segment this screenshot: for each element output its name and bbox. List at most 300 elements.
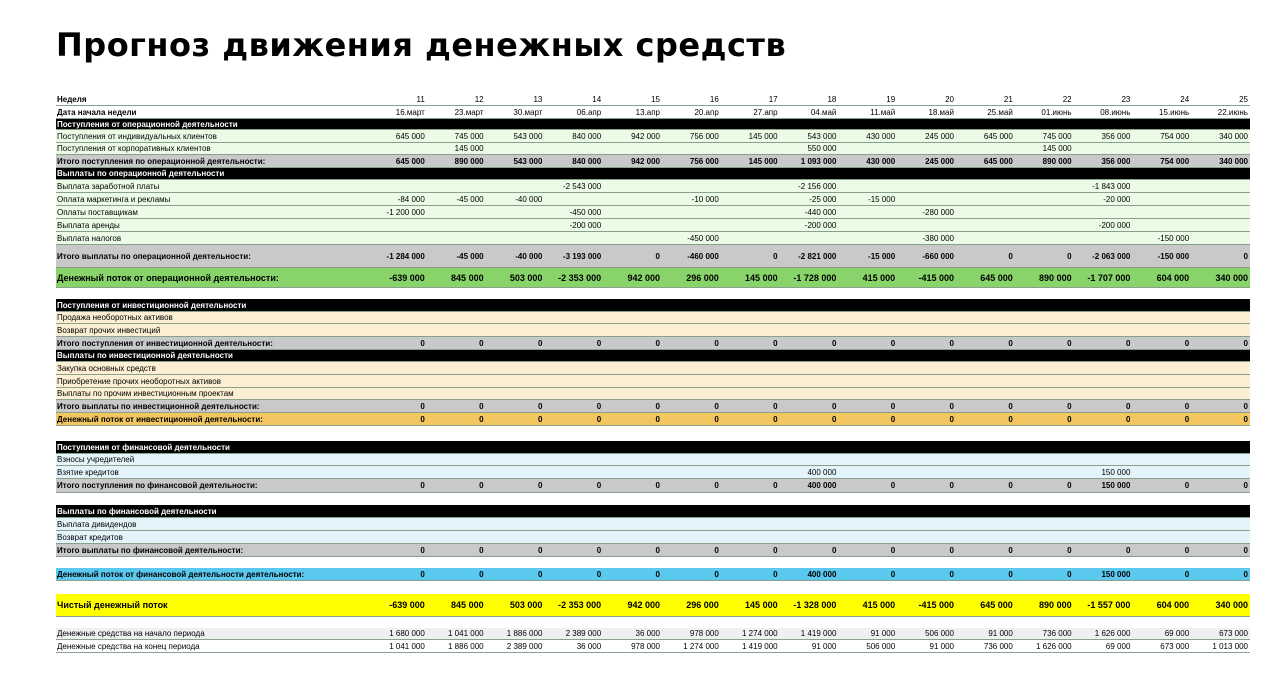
value-cell: 356 000 bbox=[1101, 131, 1131, 141]
row-label: Взносы учредителей bbox=[57, 455, 135, 464]
value-cell bbox=[1015, 219, 1074, 231]
row-label: Возврат кредитов bbox=[57, 532, 123, 542]
value-cell: 0 bbox=[714, 414, 719, 424]
value-cell: 754 000 bbox=[1160, 131, 1190, 141]
value-cell: 91 000 bbox=[929, 641, 954, 651]
table-row bbox=[56, 245, 1250, 268]
value-cell: 0 bbox=[773, 251, 778, 261]
value-cell: 0 bbox=[1243, 414, 1248, 424]
value-cell: 1 886 000 bbox=[506, 629, 543, 638]
week-date-cell: 13.апр bbox=[635, 107, 660, 117]
week-number-cell: 16 bbox=[709, 95, 719, 104]
value-cell: 0 bbox=[537, 401, 543, 411]
week-date-cell: 23.март bbox=[454, 107, 484, 117]
week-date-cell: 30.март bbox=[513, 107, 543, 117]
value-cell: -450 000 bbox=[569, 207, 602, 217]
table-row bbox=[56, 337, 1250, 350]
spacer-row bbox=[56, 493, 1250, 505]
value-cell: 0 bbox=[773, 545, 778, 555]
value-cell: -1 843 000 bbox=[1092, 181, 1131, 191]
value-cell: 503 000 bbox=[509, 600, 543, 610]
value-cell: 0 bbox=[655, 338, 660, 348]
table-row bbox=[56, 594, 1250, 617]
value-cell: -1 328 000 bbox=[793, 600, 837, 610]
value-cell: 0 bbox=[714, 569, 719, 579]
value-cell bbox=[662, 143, 721, 154]
value-cell: 543 000 bbox=[513, 131, 543, 141]
row-label: Итого выплаты по финансовой деятельности: bbox=[57, 545, 244, 555]
row-label: Возврат прочих инвестиций bbox=[57, 325, 161, 335]
value-cell: -3 193 000 bbox=[562, 251, 602, 261]
table-row bbox=[56, 375, 1250, 388]
row-label: Выплата налогов bbox=[57, 233, 122, 243]
value-cell bbox=[956, 143, 1015, 154]
value-cell: 942 000 bbox=[631, 156, 660, 166]
value-cell: 340 000 bbox=[1215, 272, 1248, 283]
value-cell bbox=[1074, 143, 1133, 154]
spacer-row bbox=[56, 617, 1250, 628]
value-cell: 145 000 bbox=[454, 144, 484, 153]
week-number-cell: 18 bbox=[827, 95, 837, 104]
value-cell: 645 000 bbox=[980, 272, 1013, 283]
week-number-cell: 14 bbox=[592, 95, 602, 104]
value-cell bbox=[897, 219, 956, 231]
value-cell: 0 bbox=[831, 414, 837, 424]
value-cell: 645 000 bbox=[395, 131, 425, 141]
value-cell: 0 bbox=[1067, 251, 1072, 261]
value-cell bbox=[1132, 180, 1191, 192]
week-date-row bbox=[56, 106, 1250, 119]
table-row bbox=[56, 206, 1250, 219]
table-row bbox=[56, 505, 1250, 518]
value-cell: 0 bbox=[714, 545, 719, 555]
value-cell: 0 bbox=[949, 481, 954, 490]
value-cell: 0 bbox=[420, 481, 425, 490]
week-number-cell: 19 bbox=[886, 95, 896, 104]
value-cell: -2 821 000 bbox=[798, 251, 837, 261]
value-cell: 1 013 000 bbox=[1212, 641, 1248, 651]
value-cell: 0 bbox=[890, 338, 896, 348]
value-cell bbox=[721, 206, 780, 218]
value-cell: 0 bbox=[1243, 545, 1248, 555]
value-cell bbox=[897, 193, 956, 205]
value-cell: 145 000 bbox=[745, 600, 778, 610]
row-label: Выплата дивидендов bbox=[57, 519, 137, 529]
row-label: Денежный поток от инвестиционной деятельности: bbox=[57, 414, 263, 424]
week-number-cell: 12 bbox=[474, 95, 484, 104]
value-cell: 91 000 bbox=[811, 641, 837, 651]
value-cell: 673 000 bbox=[1160, 641, 1190, 651]
row-label: Выплата аренды bbox=[57, 220, 120, 230]
value-cell bbox=[544, 193, 603, 205]
value-cell: 0 bbox=[773, 414, 778, 424]
cash-flow-table bbox=[56, 94, 1250, 653]
value-cell bbox=[486, 219, 545, 231]
value-cell: -639 000 bbox=[389, 272, 425, 283]
value-cell bbox=[1191, 193, 1250, 205]
week-number-cell: 22 bbox=[1062, 95, 1072, 104]
row-label: Денежный поток от операционной деятельности: bbox=[57, 272, 279, 283]
value-cell: -2 543 000 bbox=[562, 181, 602, 191]
value-cell: 745 000 bbox=[454, 131, 484, 141]
value-cell bbox=[1191, 143, 1250, 154]
value-cell: -40 000 bbox=[515, 194, 543, 204]
value-cell: 0 bbox=[714, 481, 719, 490]
value-cell: 340 000 bbox=[1215, 600, 1248, 610]
value-cell bbox=[603, 143, 662, 154]
value-cell: -2 353 000 bbox=[558, 272, 602, 283]
value-cell: 736 000 bbox=[983, 641, 1013, 651]
value-cell: 0 bbox=[1008, 481, 1013, 490]
week-date-cell: 06.апр bbox=[576, 107, 602, 117]
value-cell bbox=[838, 219, 897, 231]
value-cell: 0 bbox=[1243, 401, 1248, 411]
value-cell: 356 000 bbox=[1101, 156, 1131, 166]
value-cell bbox=[897, 143, 956, 154]
week-number-row bbox=[56, 94, 1250, 106]
value-cell bbox=[486, 232, 545, 244]
value-cell: 890 000 bbox=[1039, 600, 1072, 610]
value-cell bbox=[1132, 219, 1191, 231]
value-cell: 1 626 000 bbox=[1094, 629, 1131, 638]
row-label: Итого поступления по финансовой деятельности: bbox=[57, 481, 258, 490]
spacer-row bbox=[56, 426, 1250, 441]
value-cell: -45 000 bbox=[456, 251, 484, 261]
value-cell: 145 000 bbox=[748, 131, 778, 141]
value-cell bbox=[838, 206, 897, 218]
value-cell: 0 bbox=[655, 545, 660, 555]
value-cell bbox=[368, 180, 427, 192]
week-date-cell: 18.май bbox=[928, 107, 954, 117]
table-row bbox=[56, 130, 1250, 143]
week-date-cell: 27.апр bbox=[753, 107, 778, 117]
value-cell bbox=[956, 466, 1015, 478]
value-cell: -380 000 bbox=[922, 233, 954, 243]
value-cell bbox=[721, 466, 780, 478]
value-cell: 0 bbox=[596, 481, 602, 490]
value-cell: -40 000 bbox=[515, 251, 543, 261]
value-cell: 1 093 000 bbox=[800, 156, 837, 166]
row-label: Денежные средства на начало периода bbox=[57, 629, 205, 638]
table-row bbox=[56, 119, 1250, 130]
value-cell: -200 000 bbox=[1098, 220, 1131, 230]
value-cell: 340 000 bbox=[1219, 156, 1248, 166]
value-cell: 1 041 000 bbox=[389, 641, 425, 651]
row-label: Выплаты по прочим инвестиционным проектам bbox=[57, 389, 234, 398]
value-cell bbox=[486, 206, 545, 218]
value-cell bbox=[1015, 193, 1074, 205]
value-cell bbox=[427, 232, 486, 244]
value-cell bbox=[1191, 180, 1250, 192]
value-cell: 340 000 bbox=[1219, 131, 1248, 141]
value-cell bbox=[1191, 219, 1250, 231]
value-cell: -10 000 bbox=[691, 194, 719, 204]
value-cell: 0 bbox=[831, 338, 837, 348]
spacer-row bbox=[56, 581, 1250, 594]
value-cell: 845 000 bbox=[451, 272, 484, 283]
value-cell bbox=[486, 466, 545, 478]
value-cell: -660 000 bbox=[922, 251, 954, 261]
value-cell: 0 bbox=[1243, 569, 1248, 579]
value-cell bbox=[721, 219, 780, 231]
value-cell bbox=[486, 180, 545, 192]
value-cell: 0 bbox=[479, 569, 484, 579]
value-cell bbox=[721, 143, 780, 154]
row-label: Поступления от финансовой деятельности bbox=[57, 442, 230, 452]
value-cell: 2 389 000 bbox=[565, 629, 602, 638]
table-row bbox=[56, 531, 1250, 544]
value-cell: 0 bbox=[596, 401, 602, 411]
value-cell: 0 bbox=[596, 414, 602, 424]
value-cell: 0 bbox=[1067, 414, 1072, 424]
week-date-cell: 08.июнь bbox=[1100, 107, 1131, 117]
value-cell: -1 557 000 bbox=[1087, 600, 1131, 610]
value-cell bbox=[956, 219, 1015, 231]
value-cell: 0 bbox=[890, 481, 896, 490]
value-cell: -15 000 bbox=[868, 251, 896, 261]
table-row bbox=[56, 628, 1250, 640]
value-cell: 1 886 000 bbox=[448, 641, 484, 651]
value-cell bbox=[1074, 206, 1133, 218]
value-cell: 0 bbox=[1067, 569, 1072, 579]
value-cell bbox=[603, 466, 662, 478]
value-cell: 36 000 bbox=[576, 641, 602, 651]
spacer-row bbox=[56, 288, 1250, 299]
week-date-cell: 16.март bbox=[395, 107, 425, 117]
value-cell: 845 000 bbox=[451, 600, 484, 610]
value-cell: 0 bbox=[479, 338, 484, 348]
week-number-cell: 20 bbox=[945, 95, 954, 104]
value-cell: 745 000 bbox=[1042, 131, 1072, 141]
value-cell: 0 bbox=[537, 338, 543, 348]
value-cell: -200 000 bbox=[569, 220, 602, 230]
value-cell: 890 000 bbox=[1042, 156, 1072, 166]
table-row bbox=[56, 388, 1250, 400]
value-cell: 0 bbox=[596, 569, 602, 579]
value-cell bbox=[1015, 466, 1074, 478]
value-cell bbox=[368, 232, 427, 244]
row-label: Выплаты по операционной деятельности bbox=[57, 169, 225, 178]
value-cell: 0 bbox=[1184, 338, 1190, 348]
value-cell: 0 bbox=[949, 401, 954, 411]
value-cell: 0 bbox=[714, 401, 719, 411]
week-header-label: Неделя bbox=[57, 95, 87, 104]
value-cell: 604 000 bbox=[1156, 272, 1190, 283]
table-row bbox=[56, 466, 1250, 479]
value-cell: 0 bbox=[420, 414, 425, 424]
value-cell: 0 bbox=[655, 569, 660, 579]
row-label: Оплаты поставщикам bbox=[57, 207, 138, 217]
value-cell: 150 000 bbox=[1101, 467, 1131, 477]
value-cell bbox=[897, 466, 956, 478]
value-cell: 978 000 bbox=[689, 629, 719, 638]
week-number-cell: 11 bbox=[416, 95, 425, 104]
value-cell: 145 000 bbox=[1042, 144, 1072, 153]
value-cell: 543 000 bbox=[807, 131, 837, 141]
value-cell bbox=[1015, 180, 1074, 192]
value-cell: 0 bbox=[1125, 545, 1131, 555]
value-cell: -2 156 000 bbox=[798, 181, 837, 191]
value-cell bbox=[427, 180, 486, 192]
value-cell: 942 000 bbox=[627, 272, 660, 283]
value-cell: 942 000 bbox=[631, 131, 660, 141]
value-cell bbox=[544, 232, 603, 244]
value-cell bbox=[427, 206, 486, 218]
value-cell: -150 000 bbox=[1157, 251, 1190, 261]
value-cell bbox=[1132, 466, 1191, 478]
value-cell: 0 bbox=[537, 545, 543, 555]
value-cell: -1 284 000 bbox=[386, 251, 425, 261]
value-cell: 0 bbox=[1067, 481, 1072, 490]
week-number-cell: 13 bbox=[533, 95, 543, 104]
value-cell: 1 419 000 bbox=[800, 629, 837, 638]
table-row bbox=[56, 268, 1250, 288]
value-cell bbox=[603, 219, 662, 231]
page-title: Прогноз движения денежных средств bbox=[56, 26, 787, 64]
row-label: Поступления от инвестиционной деятельности bbox=[57, 300, 247, 310]
value-cell: 145 000 bbox=[748, 156, 778, 166]
row-label: Поступления от индивидуальных клиентов bbox=[57, 131, 217, 141]
value-cell: 0 bbox=[1184, 401, 1190, 411]
value-cell: 2 389 000 bbox=[506, 641, 543, 651]
week-number-cell: 25 bbox=[1239, 95, 1248, 104]
table-row bbox=[56, 193, 1250, 206]
week-date-cell: 25.май bbox=[987, 107, 1013, 117]
value-cell: 0 bbox=[420, 545, 425, 555]
table-row bbox=[56, 219, 1250, 232]
week-number-cell: 17 bbox=[768, 95, 778, 104]
value-cell: 69 000 bbox=[1105, 641, 1131, 651]
value-cell: 645 000 bbox=[983, 156, 1013, 166]
value-cell: 506 000 bbox=[925, 629, 954, 638]
value-cell: 0 bbox=[479, 481, 484, 490]
value-cell bbox=[780, 232, 839, 244]
value-cell bbox=[721, 232, 780, 244]
value-cell: 150 000 bbox=[1101, 569, 1131, 579]
value-cell: 0 bbox=[1125, 338, 1131, 348]
value-cell: 296 000 bbox=[686, 600, 719, 610]
table-row bbox=[56, 362, 1250, 375]
value-cell: 0 bbox=[1008, 414, 1013, 424]
table-row bbox=[56, 324, 1250, 337]
table-row bbox=[56, 180, 1250, 193]
value-cell: 754 000 bbox=[1160, 156, 1190, 166]
value-cell: 0 bbox=[949, 569, 954, 579]
row-label: Итого поступления по операционной деятельности: bbox=[57, 156, 266, 166]
value-cell bbox=[1191, 206, 1250, 218]
value-cell: 503 000 bbox=[509, 272, 543, 283]
value-cell: -84 000 bbox=[397, 194, 425, 204]
value-cell: -460 000 bbox=[687, 251, 719, 261]
value-cell bbox=[368, 466, 427, 478]
value-cell: 0 bbox=[1008, 338, 1013, 348]
value-cell: -415 000 bbox=[918, 600, 954, 610]
value-cell: 0 bbox=[714, 338, 719, 348]
row-label: Поступления от корпоративных клиентов bbox=[57, 144, 211, 153]
value-cell: 0 bbox=[949, 338, 954, 348]
week-date-cell: 15.июнь bbox=[1159, 107, 1190, 117]
value-cell: -280 000 bbox=[922, 207, 954, 217]
value-cell: 840 000 bbox=[572, 156, 602, 166]
value-cell: 0 bbox=[773, 569, 778, 579]
week-date-cell: 11.май bbox=[870, 107, 896, 117]
value-cell: 506 000 bbox=[866, 641, 896, 651]
value-cell bbox=[427, 219, 486, 231]
value-cell bbox=[368, 219, 427, 231]
value-cell: 296 000 bbox=[686, 272, 719, 283]
value-cell: 1 274 000 bbox=[683, 641, 719, 651]
value-cell: -15 000 bbox=[868, 194, 896, 204]
value-cell: 400 000 bbox=[807, 467, 837, 477]
value-cell: -1 200 000 bbox=[386, 207, 425, 217]
value-cell: 0 bbox=[596, 545, 602, 555]
value-cell: 0 bbox=[420, 338, 425, 348]
value-cell: 0 bbox=[1067, 545, 1072, 555]
value-cell: 430 000 bbox=[866, 156, 896, 166]
value-cell bbox=[603, 193, 662, 205]
row-label: Денежные средства на конец периода bbox=[57, 641, 200, 651]
value-cell: 430 000 bbox=[866, 131, 896, 141]
value-cell: 0 bbox=[1008, 545, 1013, 555]
value-cell: 0 bbox=[479, 545, 484, 555]
value-cell: 145 000 bbox=[745, 272, 778, 283]
table-row bbox=[56, 400, 1250, 413]
table-row bbox=[56, 232, 1250, 245]
value-cell: 0 bbox=[1125, 414, 1131, 424]
row-label: Взятие кредитов bbox=[57, 467, 119, 477]
value-cell: 0 bbox=[537, 481, 543, 490]
table-row bbox=[56, 155, 1250, 168]
table-row bbox=[56, 518, 1250, 531]
value-cell: 0 bbox=[655, 251, 660, 261]
value-cell: 0 bbox=[773, 401, 778, 411]
value-cell: 604 000 bbox=[1156, 600, 1190, 610]
value-cell: 0 bbox=[1243, 251, 1248, 261]
value-cell: 1 680 000 bbox=[389, 629, 425, 638]
value-cell: 0 bbox=[890, 401, 896, 411]
value-cell bbox=[956, 206, 1015, 218]
value-cell bbox=[368, 143, 427, 154]
table-row bbox=[56, 568, 1250, 581]
table-row bbox=[56, 544, 1250, 557]
value-cell: -1 707 000 bbox=[1087, 272, 1131, 283]
value-cell bbox=[662, 180, 721, 192]
value-cell: 415 000 bbox=[862, 272, 896, 283]
value-cell: 400 000 bbox=[807, 481, 837, 490]
value-cell: 0 bbox=[596, 338, 602, 348]
value-cell: 0 bbox=[1125, 401, 1131, 411]
value-cell: 0 bbox=[1184, 545, 1190, 555]
value-cell: -440 000 bbox=[804, 207, 837, 217]
value-cell bbox=[662, 206, 721, 218]
value-cell bbox=[838, 466, 897, 478]
value-cell bbox=[662, 219, 721, 231]
value-cell: 645 000 bbox=[980, 600, 1013, 610]
value-cell: 1 626 000 bbox=[1036, 641, 1072, 651]
value-cell: 0 bbox=[949, 545, 954, 555]
table-row bbox=[56, 454, 1250, 466]
value-cell bbox=[838, 180, 897, 192]
value-cell: 0 bbox=[1243, 481, 1248, 490]
value-cell: 0 bbox=[1008, 401, 1013, 411]
value-cell bbox=[427, 466, 486, 478]
value-cell: 400 000 bbox=[807, 569, 837, 579]
value-cell bbox=[486, 143, 545, 154]
value-cell: 245 000 bbox=[925, 156, 954, 166]
week-date-cell: 04.май bbox=[810, 107, 837, 117]
row-label: Итого выплаты по инвестиционной деятельности: bbox=[57, 401, 260, 411]
week-number-cell: 24 bbox=[1180, 95, 1190, 104]
